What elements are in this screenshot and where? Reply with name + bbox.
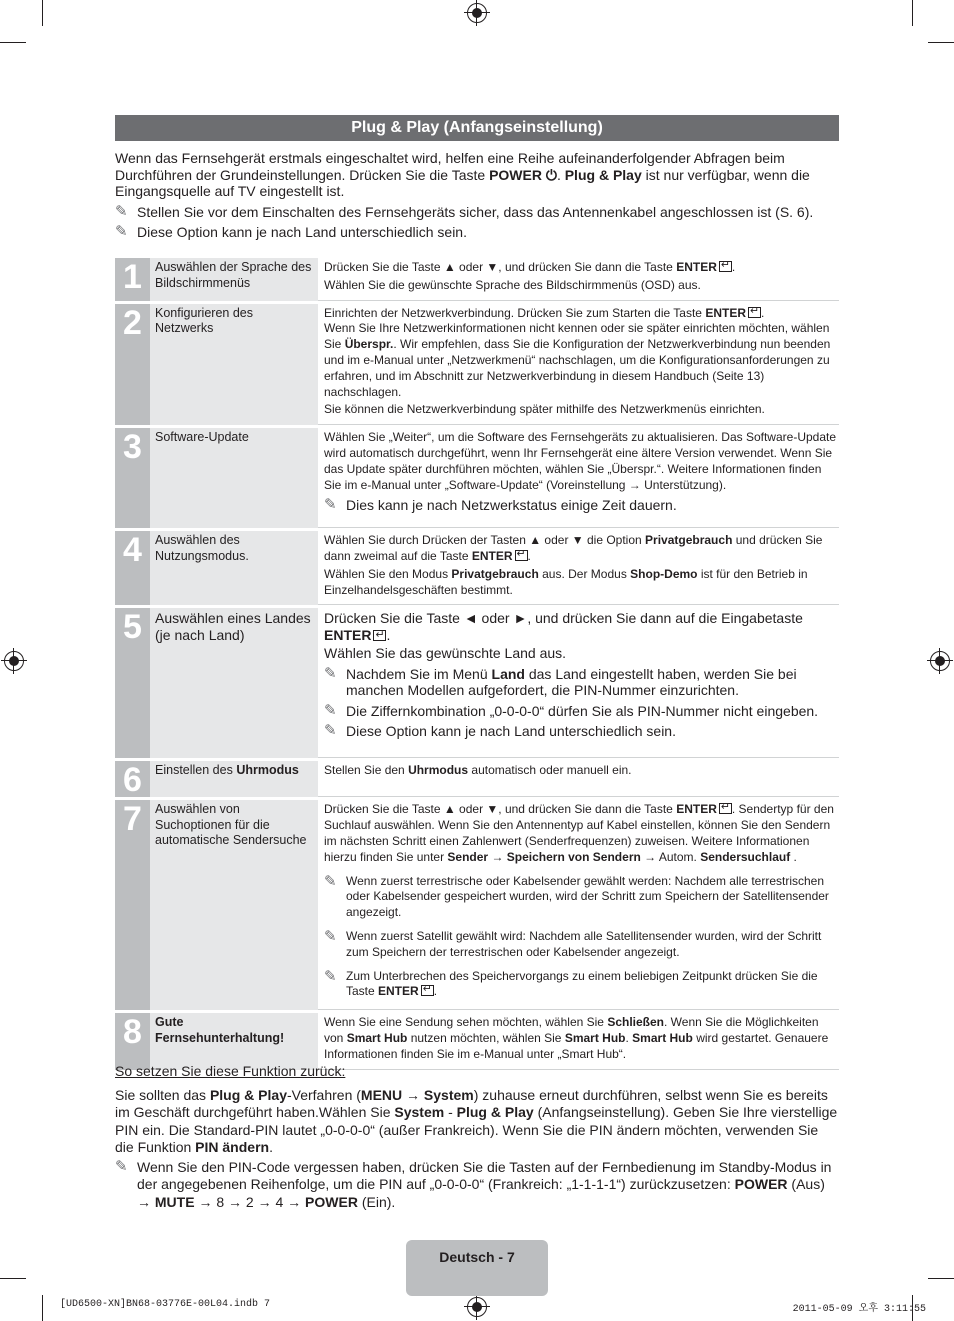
- pencil-note-icon: ✎: [324, 927, 337, 945]
- step-number: 2: [115, 304, 150, 426]
- step-label: Gute Fernsehunterhaltung!: [150, 1013, 318, 1069]
- pencil-note-icon: ✎: [324, 722, 337, 740]
- step-number: 6: [115, 761, 150, 797]
- step-description: Einrichten der Netzwerkverbindung. Drücken Sie zum Starten die Taste ENTER↵ . Wenn Sie Ihre Netzwerkinformationen nicht kennen oder sie später einrichten möchten, wählen Sie Überspr.. Wir empfehlen, dass Sie die Konfiguration der Netzwerkverbindung nun beenden und im e-Manual unter „Netzwerkmenü“ nachschlagen, um die Konfigurationsanforderungen zu erfahren, und im Abschnitt zur Netzwerkverbindung in diesem Handbuch (Seite 13) nachschlagen. Sie können die Netzwerkverbindung später mithilfe des Netzwerkmenüs einrichten.: [318, 304, 839, 426]
- step-note: ✎ Nachdem Sie im Menü Land das Land eingestellt haben, werden Sie bei manchen Modellen aufgefordert, die PIN-Nummer einzurichten.: [324, 664, 797, 699]
- pencil-note-icon: ✎: [115, 223, 128, 240]
- enter-key-icon: [719, 803, 732, 814]
- pencil-note-icon: ✎: [324, 664, 337, 682]
- page-number-tab: Deutsch - 7: [406, 1240, 548, 1296]
- intro-paragraph: Wenn das Fernsehgerät erstmals eingeschaltet wird, helfen eine Reihe aufeinanderfolgender Abfragen beim Durchführen der Grundeinstellungen. Drücken Sie die Taste POWER ⏻. Plug & Play ist nur verfügbar, wenn die Eingangsquelle auf TV eingestellt ist.: [115, 150, 810, 199]
- intro-note: ✎ Diese Option kann je nach Land unterschiedlich sein.: [115, 223, 467, 240]
- pencil-note-icon: ✎: [324, 496, 337, 514]
- step-row: [115, 428, 839, 528]
- step-row: [115, 608, 839, 758]
- step-number: 8: [115, 1013, 150, 1069]
- enter-key-icon: [421, 985, 434, 996]
- pencil-note-icon: ✎: [115, 202, 128, 220]
- crop-mark: [0, 1278, 26, 1279]
- step-note: ✎ Wenn zuerst Satellit gewählt wird: Nachdem alle Satellitensender wurden, wird der Schritt zum Speichern der terrestrischen oder Kabelsender angezeigt.: [324, 927, 822, 959]
- enter-key-icon: [719, 261, 732, 272]
- step-label: Software-Update: [150, 428, 318, 528]
- enter-key-icon: [748, 307, 761, 318]
- step-description: Drücken Sie die Taste ◄ oder ►, und drücken Sie dann auf die Eingabetaste ENTER↵ . Wählen Sie das gewünschte Land aus. ✎ Nachdem Sie im Menü Land das Land eingestellt haben, werden Sie bei manchen Modellen aufgefordert, die PIN-Nummer einzurichten. ✎ Die Ziffernkombination „0-0-0-0“ dürfen Sie als PIN-Nummer nicht eingeben. ✎ Diese Option kann je nach Land unterschiedlich sein.: [318, 608, 839, 758]
- intro-section: [115, 150, 839, 241]
- step-row: [115, 800, 839, 1010]
- reset-heading: So setzen Sie diese Funktion zurück:: [115, 1063, 346, 1079]
- print-slug-right: 2011-05-09 오후 3:11:55: [792, 1304, 926, 1315]
- power-icon: ⏻: [541, 166, 557, 183]
- step-row: [115, 531, 839, 605]
- step-label: Auswählen von Suchoptionen für die automatische Sendersuche: [150, 800, 318, 1010]
- enter-key-icon: [373, 630, 386, 641]
- step-row: [115, 304, 839, 426]
- crop-mark: [912, 0, 913, 26]
- intro-note: ✎ Stellen Sie vor dem Einschalten des Fernsehgeräts sicher, dass das Antennenkabel angeschlossen ist (S. 6).: [115, 202, 814, 220]
- step-number: 3: [115, 428, 150, 528]
- step-note: ✎ Diese Option kann je nach Land unterschiedlich sein.: [324, 722, 676, 740]
- reset-section: [115, 1063, 839, 1211]
- page-title: Plug & Play (Anfangseinstellung): [115, 115, 839, 141]
- crop-mark: [0, 42, 26, 43]
- pencil-note-icon: ✎: [115, 1157, 128, 1175]
- enter-key-icon: [515, 550, 528, 561]
- pencil-note-icon: ✎: [324, 967, 337, 985]
- steps-table: [115, 255, 839, 1073]
- crop-mark: [42, 1295, 43, 1321]
- reset-note: ✎ Wenn Sie den PIN-Code vergessen haben, drücken Sie die Tasten auf der Fernbedienung im Standby-Modus in der angegebenen Reihenfolge, um die PIN auf „0-0-0-0“ (Frankreich: „1-1-1-1“) zurückzusetzen: POWER (Aus) → MUTE → 8 → 2 → 4 → POWER (Ein).: [115, 1157, 832, 1210]
- registration-mark-icon: [930, 651, 950, 671]
- step-number: 4: [115, 531, 150, 605]
- step-number: 5: [115, 608, 150, 758]
- step-note: ✎ Zum Unterbrechen des Speichervorgangs zu einem beliebigen Zeitpunkt drücken Sie die Taste ENTER↵ .: [324, 969, 837, 1001]
- step-description: Stellen Sie den Uhrmodus automatisch oder manuell ein.: [318, 761, 839, 797]
- step-row: [115, 258, 839, 301]
- reset-paragraph: Sie sollten das Plug & Play-Verfahren (MENU → System) zuhause erneut durchführen, selbst wenn Sie es bereits im Geschäft durchgeführt haben.Wählen Sie System - Plug & Play (Anfangseinstellung). Geben Sie Ihre vierstellige PIN ein. Die Standard-PIN lautet „0-0-0-0“ (außer Frankreich). Wenn Sie die PIN ändern möchten, verwenden Sie die Funktion PIN ändern.: [115, 1086, 838, 1155]
- crop-mark: [42, 0, 43, 26]
- step-description: Wählen Sie „Weiter“, um die Software des Fernsehgeräts zu aktualisieren. Das Software-Update wird automatisch durchgeführt, wenn Ihr Fernsehgerät eine ältere Version verwendet. Wenn Sie das Update später durchführen möchten, wählen Sie „Überspr.“. Weitere Informationen finden Sie im e-Manual unter „Software-Update“ (Voreinstellung → Unterstützung). ✎ Dies kann je nach Netzwerkstatus einige Zeit dauern.: [318, 428, 839, 528]
- registration-mark-icon: [467, 3, 487, 23]
- step-note: ✎ Die Ziffernkombination „0-0-0-0“ dürfen Sie als PIN-Nummer nicht eingeben.: [324, 701, 819, 719]
- step-number: 7: [115, 800, 150, 1010]
- crop-mark: [928, 1278, 954, 1279]
- step-label: Auswählen des Nutzungsmodus.: [150, 531, 318, 605]
- step-note: ✎ Wenn zuerst terrestrische oder Kabelsender gewählt werden: Nachdem alle terrestrischen oder Kabelsender gespeichert wurden, wird der Schritt zum Speichern der Satellitensender angezeigt.: [324, 872, 829, 920]
- registration-mark-icon: [467, 1297, 487, 1317]
- step-description: Drücken Sie die Taste ▲ oder ▼, und drücken Sie dann die Taste ENTER↵ . Wählen Sie die gewünschte Sprache des Bildschirmmenüs (OSD) aus.: [318, 258, 839, 301]
- step-number: 1: [115, 258, 150, 301]
- crop-mark: [928, 42, 954, 43]
- step-note: ✎ Dies kann je nach Netzwerkstatus einige Zeit dauern.: [324, 496, 677, 514]
- pencil-note-icon: ✎: [324, 701, 337, 719]
- step-label: Auswählen eines Landes (je nach Land): [150, 608, 318, 758]
- registration-mark-icon: [4, 651, 24, 671]
- pencil-note-icon: ✎: [324, 872, 337, 890]
- step-label: Konfigurieren des Netzwerks: [150, 304, 318, 426]
- step-description: Wenn Sie eine Sendung sehen möchten, wählen Sie Schließen. Wenn Sie die Möglichkeiten von Smart Hub nutzen möchten, wählen Sie Smart Hub. Smart Hub wird gestartet. Genauere Informationen finden Sie im e-Manual unter „Smart Hub“.: [318, 1013, 839, 1069]
- step-description: Wählen Sie durch Drücken der Tasten ▲ oder ▼ die Option Privatgebrauch und drücken Sie dann zweimal auf die Taste ENTER↵ . Wählen Sie den Modus Privatgebrauch aus. Der Modus Shop-Demo ist für den Betrieb in Einzelhandelsgeschäften bestimmt.: [318, 531, 839, 605]
- step-row: [115, 1013, 839, 1069]
- step-row: [115, 761, 839, 797]
- print-slug-left: [UD6500-XN]BN68-03776E-00L04.indb 7: [60, 1299, 271, 1310]
- step-description: Drücken Sie die Taste ▲ oder ▼, und drücken Sie dann die Taste ENTER↵ . Sendertyp für den Suchlauf auswählen. Wenn Sie den Antennentyp auf Kabel einstellen, können Sie den Sendern im nächsten Schritt einen Zahlenwert (Senderfrequenzen) zuweisen. Weitere Informationen hierzu finden Sie unter Sender → Speichern von Sendern → Autom. Sendersuchlauf . ✎ Wenn zuerst terrestrische oder Kabelsender gewählt werden: Nachdem alle terrestrischen oder Kabelsender gespeichert wurden, wird der Schritt zum Speichern der Satellitensender angezeigt. ✎ Wenn zuerst Satellit gewählt wird: Nachdem alle Satellitensender wurden, wird der Schritt zum Speichern der terrestrischen oder Kabelsender angezeigt. ✎ Zum Unterbrechen des Speichervorgangs zu einem beliebigen Zeitpunkt drücken Sie die Taste ENTER↵ .: [318, 800, 839, 1010]
- step-label: Auswählen der Sprache des Bildschirmmenüs: [150, 258, 318, 301]
- step-label: Einstellen des Uhrmodus: [150, 761, 318, 797]
